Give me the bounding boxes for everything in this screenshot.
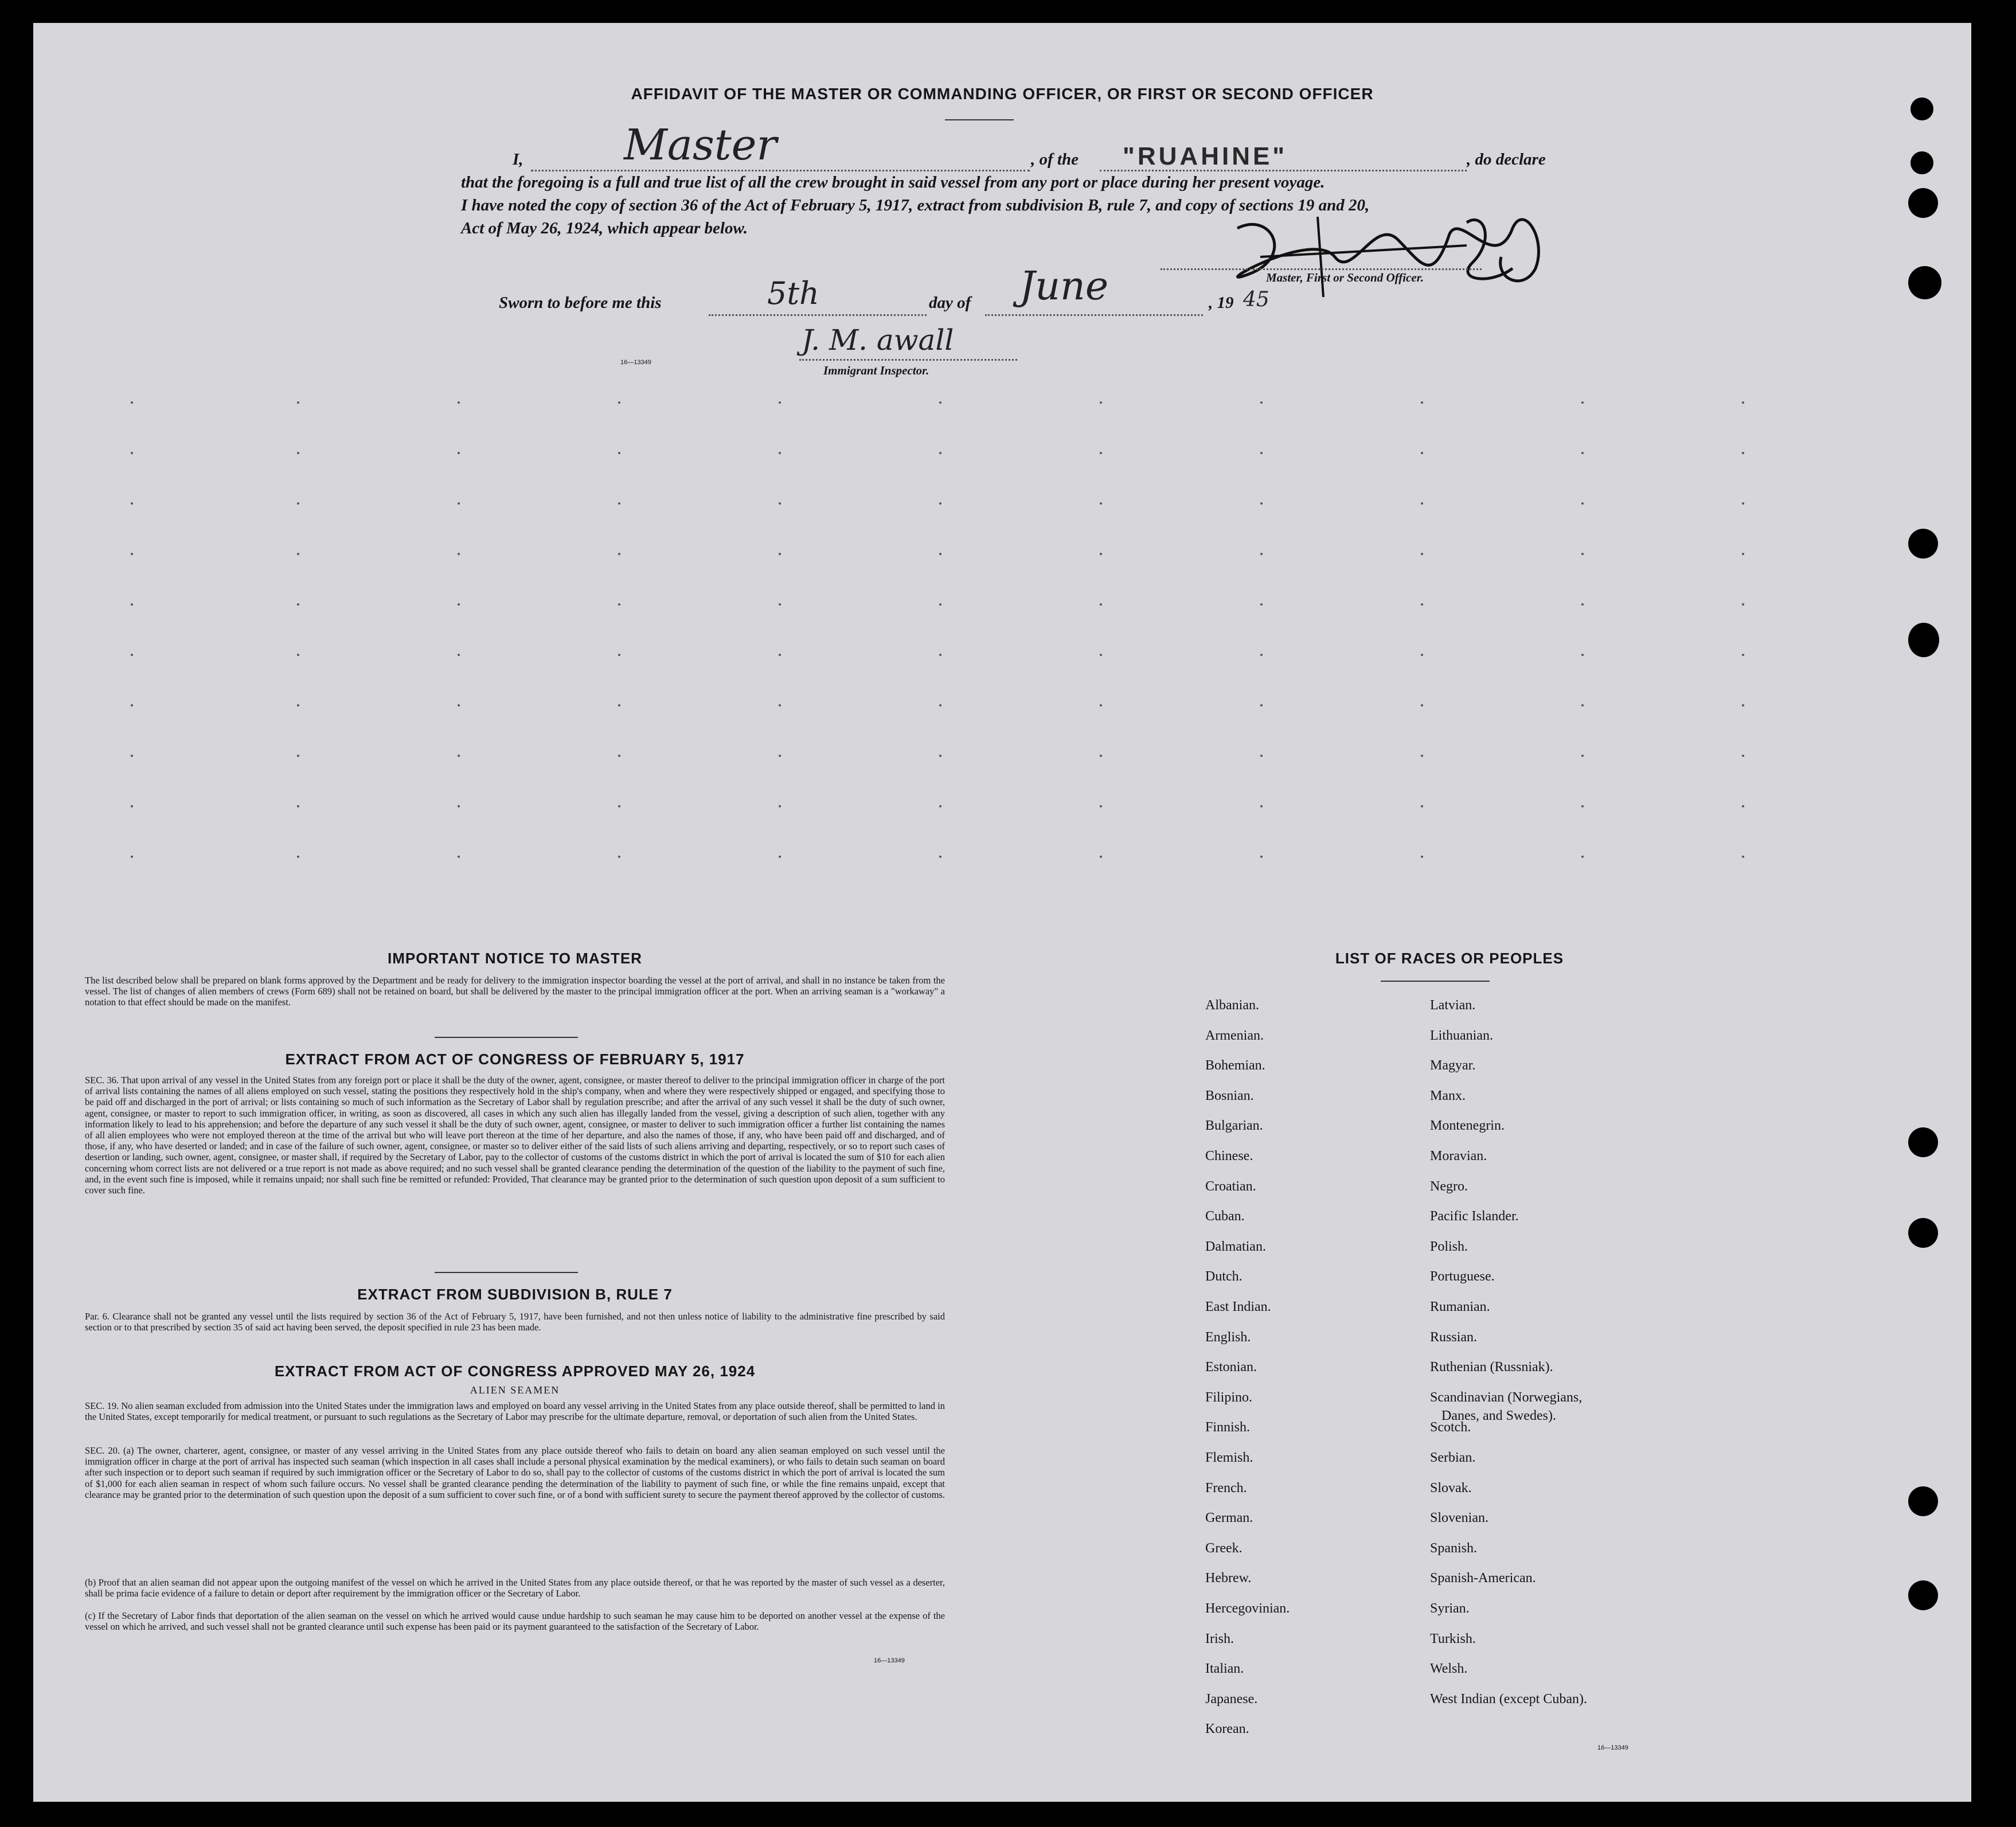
race-item: Finnish. xyxy=(1205,1420,1251,1435)
grid-dot xyxy=(1100,452,1102,454)
race-item: Montenegrin. xyxy=(1430,1118,1505,1134)
binder-hole xyxy=(1908,266,1941,299)
extract-1917-rule xyxy=(435,1272,578,1273)
notice-title: IMPORTANT NOTICE TO MASTER xyxy=(388,950,642,967)
grid-dot xyxy=(618,603,620,606)
grid-dot xyxy=(779,755,781,757)
master-field-line xyxy=(531,170,1030,171)
grid-dot xyxy=(939,755,941,757)
race-item: Chinese. xyxy=(1205,1149,1253,1164)
grid-dot xyxy=(1100,553,1102,555)
race-item: Italian. xyxy=(1205,1661,1244,1677)
extract-1924-sec20c: (c) If the Secretary of Labor finds that deportation of the alien seaman on the vessel on which he arrived would cause undue hardship to such seaman he may cause him to be deported on another vessel at the expense of the vessel on which he arrived, and such vessel shall not be granted clearance until such expense has been paid or its payment guaranteed to the satisfaction of the Secretary of Labor. xyxy=(85,1610,945,1633)
grid-dot xyxy=(297,856,299,858)
grid-dot xyxy=(1581,502,1584,505)
grid-dot xyxy=(1421,856,1423,858)
inspector-caption: Immigrant Inspector. xyxy=(823,364,929,377)
binder-hole xyxy=(1908,529,1938,559)
grid-dot xyxy=(618,502,620,505)
grid-dot xyxy=(1260,502,1263,505)
grid-dot xyxy=(1421,755,1423,757)
grid-dot xyxy=(1100,502,1102,505)
document-page xyxy=(33,23,1971,1802)
binder-hole xyxy=(1908,623,1939,657)
affidavit-form-number: 16—13349 xyxy=(620,359,651,366)
inspector-signature-line xyxy=(799,359,1017,361)
grid-dot xyxy=(1100,704,1102,706)
binder-hole xyxy=(1908,1580,1938,1610)
grid-dot xyxy=(1100,805,1102,807)
grid-dot xyxy=(297,654,299,656)
grid-dot xyxy=(1742,805,1744,807)
race-item: Albanian. xyxy=(1205,998,1259,1013)
race-item: Korean. xyxy=(1205,1721,1249,1737)
notice-rule xyxy=(435,1037,578,1038)
extract-1924-sec19: SEC. 19. No alien seaman excluded from admission into the United States under the immigration laws and employed on board any vessel arriving in the United States from any place outside thereof, shall be permitted to land in the United States, except temporarily for medical treatment, or pursuant to such regulations as the Secretary of Labor may prescribe for the ultimate departure, removal, or deportation of such alien from the United States. xyxy=(85,1400,945,1423)
race-item: Danes, and Swedes). xyxy=(1441,1408,1556,1423)
grid-dot xyxy=(1742,704,1744,706)
race-item: French. xyxy=(1205,1480,1247,1496)
race-item: Rumanian. xyxy=(1430,1299,1490,1314)
grid-dot xyxy=(779,654,781,656)
grid-dot xyxy=(458,401,460,404)
race-item: West Indian (except Cuban). xyxy=(1430,1691,1587,1707)
race-item: Lithuanian. xyxy=(1430,1028,1493,1043)
grid-dot xyxy=(939,654,941,656)
grid-dot xyxy=(131,553,133,555)
grid-dot xyxy=(1742,452,1744,454)
race-item: Hebrew. xyxy=(1205,1571,1252,1586)
grid-dot xyxy=(1421,401,1423,404)
grid-dot xyxy=(1260,603,1263,606)
grid-dot xyxy=(618,856,620,858)
day-field-line xyxy=(709,314,927,316)
race-item: Irish. xyxy=(1205,1631,1234,1646)
declaration-line-4: Act of May 26, 1924, which appear below. xyxy=(461,219,748,237)
grid-dot xyxy=(939,856,941,858)
extract-rule7-title: EXTRACT FROM SUBDIVISION B, RULE 7 xyxy=(357,1286,673,1303)
grid-dot xyxy=(779,553,781,555)
year-prefix: , 19 xyxy=(1209,294,1234,312)
race-item: Cuban. xyxy=(1205,1209,1245,1224)
race-item: Pacific Islander. xyxy=(1430,1209,1519,1224)
race-item: Dalmatian. xyxy=(1205,1239,1266,1254)
grid-dot xyxy=(779,502,781,505)
year-handwritten: 45 xyxy=(1243,288,1269,311)
grid-dot xyxy=(1581,401,1584,404)
race-item: Slovenian. xyxy=(1430,1510,1488,1526)
grid-dot xyxy=(1260,704,1263,706)
do-declare-label: , do declare xyxy=(1467,150,1546,169)
grid-dot xyxy=(1581,603,1584,606)
grid-dot xyxy=(131,502,133,505)
grid-dot xyxy=(1581,805,1584,807)
binder-hole xyxy=(1908,1127,1938,1157)
race-item: Bohemian. xyxy=(1205,1058,1265,1073)
grid-dot xyxy=(1421,704,1423,706)
grid-dot xyxy=(1100,603,1102,606)
race-item: German. xyxy=(1205,1510,1253,1526)
grid-dot xyxy=(131,401,133,404)
race-item: Ruthenian (Russniak). xyxy=(1430,1360,1553,1375)
extract-rule7-text: Par. 6. Clearance shall not be granted any vessel until the lists required by section 36 of the Act of February 5, 1917, have been furnished, and not then unless notice of liability to the administrative fine prescribed by said section or to that prescribed by section 35 of said act having been served, the deposit specified in rule 23 has been made. xyxy=(85,1311,945,1333)
grid-dot xyxy=(1260,401,1263,404)
grid-dot xyxy=(131,805,133,807)
race-item: Slovak. xyxy=(1430,1480,1472,1496)
grid-dot xyxy=(1742,553,1744,555)
grid-dot xyxy=(297,553,299,555)
grid-dot xyxy=(1421,452,1423,454)
grid-dot xyxy=(131,704,133,706)
race-item: Filipino. xyxy=(1205,1389,1253,1405)
race-item: Japanese. xyxy=(1205,1691,1258,1707)
grid-dot xyxy=(131,452,133,454)
race-item: East Indian. xyxy=(1205,1299,1271,1314)
extract-1917-title: EXTRACT FROM ACT OF CONGRESS OF FEBRUARY 5, 1917 xyxy=(285,1051,745,1068)
grid-dot xyxy=(1421,654,1423,656)
grid-dot xyxy=(131,755,133,757)
grid-dot xyxy=(458,502,460,505)
extract-1924-sec20b: (b) Proof that an alien seaman did not appear upon the outgoing manifest of the vessel on which he arrived in the United States from any place outside thereof, or that he was reported by the master of such vessel as a deserter, shall be prima facie evidence of a failure to detain or deport after requirement by the immigration officer or the Secretary of Labor. xyxy=(85,1577,945,1599)
binder-hole xyxy=(1908,188,1938,218)
grid-dot xyxy=(1742,603,1744,606)
races-form-number: 16—13349 xyxy=(1597,1744,1628,1751)
grid-dot xyxy=(458,654,460,656)
grid-dot xyxy=(618,553,620,555)
grid-dot xyxy=(779,452,781,454)
race-item: Portuguese. xyxy=(1430,1269,1495,1285)
grid-dot xyxy=(1260,755,1263,757)
race-item: Syrian. xyxy=(1430,1601,1470,1616)
race-item: Manx. xyxy=(1430,1088,1466,1103)
grid-dot xyxy=(779,704,781,706)
race-item: Armenian. xyxy=(1205,1028,1264,1043)
race-item: Dutch. xyxy=(1205,1269,1243,1285)
of-the-label: , of the xyxy=(1031,150,1079,169)
grid-dot xyxy=(1100,401,1102,404)
grid-dot xyxy=(1421,553,1423,555)
affidavit-title: AFFIDAVIT OF THE MASTER OR COMMANDING OFFICER, OR FIRST OR SECOND OFFICER xyxy=(631,85,1374,103)
grid-dot xyxy=(939,553,941,555)
races-title: LIST OF RACES OR PEOPLES xyxy=(1335,950,1564,967)
officer-signature-line xyxy=(1161,268,1482,270)
race-item: Magyar. xyxy=(1430,1058,1476,1073)
race-item: Moravian. xyxy=(1430,1149,1487,1164)
grid-dot xyxy=(131,856,133,858)
binder-hole xyxy=(1910,151,1933,174)
declaration-line-2: that the foregoing is a full and true list of all the crew brought in said vessel from any port or place during her present voyage. xyxy=(461,173,1325,192)
extract-1924-sec20a: SEC. 20. (a) The owner, charterer, agent, consignee, or master of any vessel arriving in the United States from any place outside thereof who fails to detain on board any alien seaman employed on such vessel until the immigration officer in charge at the port of arrival has inspected such seaman (which inspection in all cases shall include a personal physical examination by the medical examiners), or who fails to detain such seaman on board after such inspection or to deport such seaman if required by such immigration officer or the Secretary of Labor to do so, shall pay to the collector of customs of the customs district in which the port of arrival is located the sum of $1,000 for each alien seaman in respect of whom such failure occurs. No vessel shall be granted clearance pending the determination of the liability to payment of such fine, or while the fine remains unpaid, except that clearance may be granted prior to the determination of such question upon the deposit of a sum sufficient to cover such fine, or of a bond with sufficient surety to secure the payment thereof approved by the collector of customs. xyxy=(85,1445,945,1500)
grid-dot xyxy=(458,603,460,606)
race-item: Polish. xyxy=(1430,1239,1468,1254)
officer-caption: Master, First or Second Officer. xyxy=(1266,271,1424,284)
grid-dot xyxy=(1100,654,1102,656)
grid-dot xyxy=(297,502,299,505)
grid-dot xyxy=(458,856,460,858)
affidavit-i: I, xyxy=(513,150,523,169)
grid-dot xyxy=(1742,654,1744,656)
race-item: Bosnian. xyxy=(1205,1088,1254,1103)
race-item: Welsh. xyxy=(1430,1661,1468,1677)
binder-hole xyxy=(1908,1218,1938,1248)
master-handwritten: Master xyxy=(624,120,777,170)
month-handwritten: June xyxy=(1019,264,1109,309)
title-rule xyxy=(945,119,1014,120)
race-item: Spanish-American. xyxy=(1430,1571,1536,1586)
grid-dot xyxy=(1100,856,1102,858)
race-item: Flemish. xyxy=(1205,1450,1253,1465)
grid-dot xyxy=(939,603,941,606)
extract-1924-title: EXTRACT FROM ACT OF CONGRESS APPROVED MAY 26, 1924 xyxy=(274,1363,756,1380)
grid-dot xyxy=(1581,856,1584,858)
race-item: Croatian. xyxy=(1205,1178,1256,1194)
extract-form-number: 16—13349 xyxy=(874,1657,905,1664)
month-field-line xyxy=(985,314,1203,316)
declaration-line-3: I have noted the copy of section 36 of the Act of February 5, 1917, extract from subdivision B, rule 7, and copy of sections 19 and 20, xyxy=(461,196,1370,214)
race-item: Estonian. xyxy=(1205,1360,1257,1375)
grid-dot xyxy=(1581,654,1584,656)
grid-dot xyxy=(1260,654,1263,656)
race-item: Spanish. xyxy=(1430,1540,1478,1556)
grid-dot xyxy=(297,704,299,706)
grid-dot xyxy=(131,603,133,606)
grid-dot xyxy=(939,502,941,505)
grid-dot xyxy=(458,452,460,454)
grid-dot xyxy=(1421,502,1423,505)
grid-dot xyxy=(1260,452,1263,454)
grid-dot xyxy=(297,805,299,807)
grid-dot xyxy=(618,401,620,404)
grid-dot xyxy=(939,805,941,807)
grid-dot xyxy=(1260,805,1263,807)
race-item: Scandinavian (Norwegians, xyxy=(1430,1389,1583,1405)
race-item: Serbian. xyxy=(1430,1450,1476,1465)
grid-dot xyxy=(1581,755,1584,757)
race-item: Scotch. xyxy=(1430,1420,1471,1435)
day-of-label: day of xyxy=(929,294,971,312)
grid-dot xyxy=(1581,452,1584,454)
grid-dot xyxy=(1581,553,1584,555)
grid-dot xyxy=(297,603,299,606)
race-item: Turkish. xyxy=(1430,1631,1476,1646)
grid-dot xyxy=(1742,856,1744,858)
grid-dot xyxy=(1742,502,1744,505)
grid-dot xyxy=(297,401,299,404)
grid-dot xyxy=(618,452,620,454)
binder-hole xyxy=(1908,1486,1938,1516)
grid-dot xyxy=(779,805,781,807)
grid-dot xyxy=(1581,704,1584,706)
grid-dot xyxy=(618,805,620,807)
grid-dot xyxy=(939,452,941,454)
grid-dot xyxy=(779,856,781,858)
grid-dot xyxy=(458,553,460,555)
vessel-name: "RUAHINE" xyxy=(1123,142,1288,170)
grid-dot xyxy=(1421,805,1423,807)
grid-dot xyxy=(1742,401,1744,404)
grid-dot xyxy=(779,603,781,606)
grid-dot xyxy=(618,654,620,656)
race-item: Greek. xyxy=(1205,1540,1243,1556)
grid-dot xyxy=(1260,856,1263,858)
grid-dot xyxy=(618,704,620,706)
grid-dot xyxy=(458,755,460,757)
extract-1924-subtitle: ALIEN SEAMEN xyxy=(470,1384,560,1396)
notice-text: The list described below shall be prepared on blank forms approved by the Department and be ready for delivery to the immigration inspector boarding the vessel at the port of arrival, and shall in no instance be taken from the vessel. The list of changes of alien members of crews (Form 689) shall not be retained on board, but shall be delivered by the master to the principal immigration officer at the port. When an arriving seaman is a "workaway" a notation to that effect should be made on the manifest. xyxy=(85,975,945,1008)
grid-dot xyxy=(297,452,299,454)
races-rule xyxy=(1381,981,1490,982)
grid-dot xyxy=(779,401,781,404)
binder-hole xyxy=(1910,97,1933,120)
grid-dot xyxy=(1100,755,1102,757)
race-item: Latvian. xyxy=(1430,998,1476,1013)
grid-dot xyxy=(1421,603,1423,606)
race-item: Russian. xyxy=(1430,1329,1478,1345)
race-item: Bulgarian. xyxy=(1205,1118,1263,1134)
grid-dot xyxy=(1260,553,1263,555)
inspector-signature: J. M. awall xyxy=(802,323,954,357)
grid-dot xyxy=(939,401,941,404)
race-item: English. xyxy=(1205,1329,1251,1345)
grid-dot xyxy=(458,704,460,706)
extract-1917-text: SEC. 36. That upon arrival of any vessel in the United States from any foreign port or place it shall be the duty of the owner, agent, consignee, or master thereof to deliver to the principal immigration officer in charge of the port of arrival lists containing the names of all aliens employed on such vessel, stating the positions they respectively hold in the ship's company, when and where they were respectively shipped or engaged, and specifying those to be paid off and discharged in the port of arrival; or lists containing so much of such information as the Secretary of Labor shall by regulation prescribe; and after the arrival of any such vessel it shall be the duty of such owner, agent, consignee, or master to report to such immigration officer, in writing, as soon as discovered, all cases in which any such alien has illegally landed from the vessel, giving a description of such alien, together with any information likely to lead to his apprehension; and before the departure of any such vessel it shall be the duty of such owner, agent, consignee, or master to deliver to such immigration officer a further list containing the names of all alien employees who were not employed thereon at the time of the arrival but who will leave port thereon at the time of her departure, and also the names of those, if any, who have been paid off and discharged, and of those, if any, who have deserted or landed; and in case of the failure of such owner, agent, consignee, or master so to deliver either of the said lists of such aliens arriving and departing, respectively, or so to report such cases of desertion or landing, such owner, agent, consignee, or master shall, if required by the Secretary of Labor, pay to the collector of customs of the customs district in which the port of arrival is located the sum of $10 for each alien concerning whom correct lists are not delivered or a true report is not made as above required; and no such vessel shall be granted clearance pending the determination of the question of the liability to the payment of such fine, and, in the event such fine is imposed, while it remains unpaid; nor shall such fine be remitted or refunded: Provided, That clearance may be granted prior to the determination of such question upon deposit of a sum sufficient to cover such fine. xyxy=(85,1075,945,1196)
race-item: Negro. xyxy=(1430,1178,1468,1194)
grid-dot xyxy=(458,805,460,807)
sworn-label: Sworn to before me this xyxy=(499,294,662,312)
grid-dot xyxy=(618,755,620,757)
grid-dot xyxy=(131,654,133,656)
grid-dot xyxy=(1742,755,1744,757)
grid-dot xyxy=(939,704,941,706)
day-handwritten: 5th xyxy=(767,275,819,311)
grid-dot xyxy=(297,755,299,757)
race-item: Hercegovinian. xyxy=(1205,1601,1290,1616)
officer-signature xyxy=(1226,205,1558,303)
